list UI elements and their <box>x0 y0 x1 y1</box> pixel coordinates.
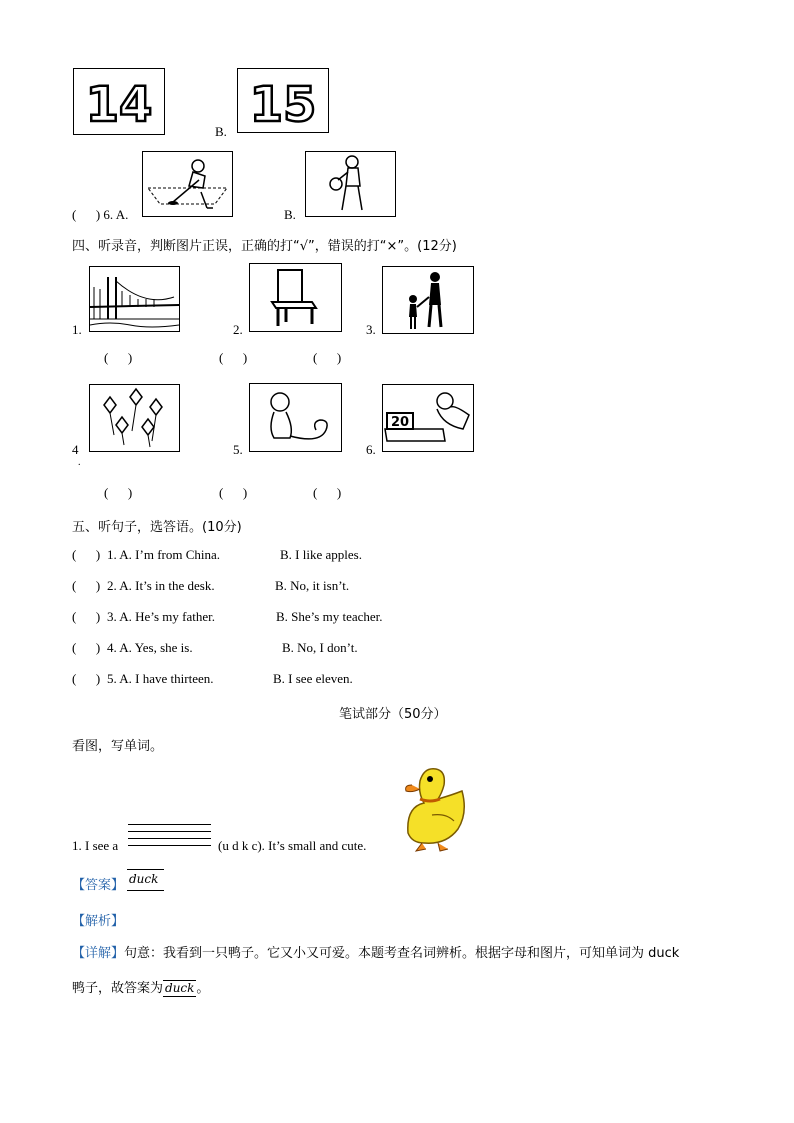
s5-row-2-paren[interactable]: ( ) <box>72 578 101 593</box>
detail-text-2: 鸭子，故答案为 <box>72 981 164 996</box>
s5-row-1-paren[interactable]: ( ) <box>72 547 101 562</box>
s5-row-1-option-a: 1. A. I’m from China. <box>107 547 221 562</box>
svg-text:20: 20 <box>390 415 410 430</box>
s5-row-3-option-a: 3. A. He’s my father. <box>107 609 215 624</box>
s5-row-5-option-a: 5. A. I have thirteen. <box>107 671 214 686</box>
image-golden-gate-bridge <box>89 266 180 332</box>
analysis-label: 【解析】 <box>72 914 125 929</box>
image-father-and-son <box>382 266 474 334</box>
item-4-dot: . <box>78 457 81 468</box>
detail-text-2-end: 。 <box>196 981 210 996</box>
svg-text:14: 14 <box>85 77 153 133</box>
detail-text-1: 句意：我看到一只鸭子。它又小又可爱。本题考查名词辨析。根据字母和图片，可知单词为 duck <box>124 946 680 961</box>
svg-text:15: 15 <box>249 77 317 132</box>
image-boy-rowing-boat <box>142 151 233 217</box>
item-3-number: 3. <box>366 322 376 337</box>
detail-answer-word: duck <box>165 981 195 995</box>
q6-option-b-label: B. <box>284 207 296 222</box>
item-5-blank[interactable]: ( ) <box>219 485 248 500</box>
item-4-number: 4 <box>72 442 79 457</box>
image-monkey <box>249 383 342 452</box>
written-part-title: 笔试部分（50分） <box>339 707 447 722</box>
image-number-14 <box>73 68 165 135</box>
four-line-writing-grid[interactable] <box>128 824 211 848</box>
answer-word-box <box>127 869 164 891</box>
answer-word: duck <box>129 872 159 886</box>
s5-row-2-option-a: 2. A. It’s in the desk. <box>107 578 215 593</box>
s5-row-4-paren[interactable]: ( ) <box>72 640 101 655</box>
q1-suffix: (u d k c). It’s small and cute. <box>218 838 367 853</box>
detail-line-2 <box>72 977 209 997</box>
image-boy-with-ball <box>305 151 396 217</box>
item-4-blank[interactable]: ( ) <box>104 485 133 500</box>
answer-label: 【答案】 <box>72 878 125 893</box>
written-instruction: 看图，写单词。 <box>72 739 164 754</box>
option-b-label: B. <box>215 124 227 139</box>
item-1-number: 1. <box>72 322 82 337</box>
s5-row-1-option-b: B. I like apples. <box>280 547 362 562</box>
image-number-15 <box>237 68 329 133</box>
q6-label: ( ) 6. A. <box>72 207 129 222</box>
item-1-blank[interactable]: ( ) <box>104 350 133 365</box>
s5-row-3-option-b: B. She’s my teacher. <box>276 609 383 624</box>
item-6-blank[interactable]: ( ) <box>313 485 342 500</box>
duck-image <box>402 763 468 853</box>
s5-row-4-option-a: 4. A. Yes, she is. <box>107 640 193 655</box>
item-2-blank[interactable]: ( ) <box>219 350 248 365</box>
item-6-number: 6. <box>366 442 376 457</box>
item-2-number: 2. <box>233 322 243 337</box>
s5-row-4-option-b: B. No, I don’t. <box>282 640 358 655</box>
image-birthday-cake <box>382 384 474 452</box>
q1-prefix: 1. I see a <box>72 838 119 853</box>
item-3-blank[interactable]: ( ) <box>313 350 342 365</box>
detail-line-1 <box>72 942 679 961</box>
section-5-title: 五、听句子，选答语。(10分) <box>72 520 242 535</box>
s5-row-2-option-b: B. No, it isn’t. <box>275 578 350 593</box>
s5-row-3-paren[interactable]: ( ) <box>72 609 101 624</box>
image-chair <box>249 263 342 332</box>
section-4-title: 四、听录音，判断图片正误，正确的打“√”，错误的打“×”。(12分) <box>72 239 457 254</box>
detail-label: 【详解】 <box>72 946 125 961</box>
image-kites <box>89 384 180 452</box>
s5-row-5-paren[interactable]: ( ) <box>72 671 101 686</box>
item-5-number: 5. <box>233 442 243 457</box>
s5-row-5-option-b: B. I see eleven. <box>273 671 353 686</box>
